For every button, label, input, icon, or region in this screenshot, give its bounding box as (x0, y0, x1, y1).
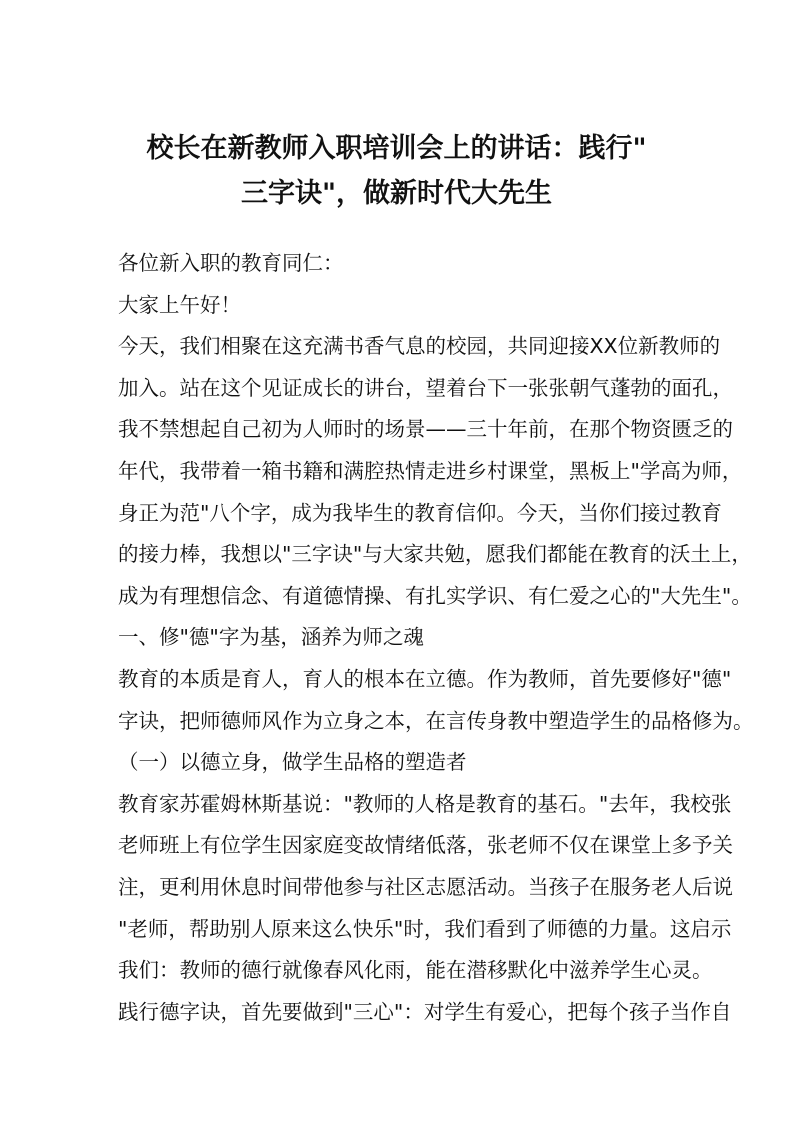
text-line: 一、修"德"字为基，涵养为师之魂 (118, 625, 424, 650)
text-line: 今天，我们相聚在这充满书香气息的校园，共同迎接XX位新教师的 (118, 334, 721, 359)
document-title-line-1: 校长在新教师入职培训会上的讲话：践行" (146, 133, 647, 164)
text-line: 我们：教师的德行就像春风化雨，能在潜移默化中滋养学生心灵。 (118, 958, 713, 983)
text-line: 践行德字诀，首先要做到"三心"：对学生有爱心，把每个孩子当作自 (118, 999, 732, 1024)
text-line: （一）以德立身，做学生品格的塑造者 (118, 750, 467, 775)
text-line: 老师班上有位学生因家庭变故情绪低落，张老师不仅在课堂上多予关 (118, 833, 733, 858)
document-body (118, 247, 754, 1037)
text-line: 各位新入职的教育同仁： (118, 251, 344, 275)
text-line: 教育的本质是育人，育人的根本在立德。作为教师，首先要修好"德" (118, 666, 732, 691)
text-line: 我不禁想起自己初为人师时的场景——三十年前，在那个物资匮乏的 (118, 417, 733, 442)
text-line: 大家上午好！ (118, 292, 241, 317)
text-line: 教育家苏霍姆林斯基说："教师的人格是教育的基石。"去年，我校张 (118, 791, 732, 816)
document-title-line-2: 三字诀"，做新时代大先生 (240, 178, 553, 209)
text-line: 年代，我带着一箱书籍和满腔热情走进乡村课堂，黑板上"学高为师， (118, 458, 743, 483)
text-line: 字诀，把师德师风作为立身之本，在言传身教中塑造学生的品格修为。 (118, 708, 754, 733)
text-line: 成为有理想信念、有道德情操、有扎实学识、有仁爱之心的"大先生"。 (118, 583, 752, 608)
text-line: "老师，帮助别人原来这么快乐"时，我们看到了师德的力量。这启示 (118, 916, 732, 941)
text-line: 身正为范"八个字，成为我毕生的教育信仰。今天，当你们接过教育 (118, 500, 722, 525)
text-line: 加入。站在这个见证成长的讲台，望着台下一张张朝气蓬勃的面孔， (118, 375, 733, 400)
text-line: 注，更利用休息时间带他参与社区志愿活动。当孩子在服务老人后说 (118, 874, 733, 899)
text-line: 的接力棒，我想以"三字诀"与大家共勉，愿我们都能在教育的沃土上， (118, 542, 752, 567)
